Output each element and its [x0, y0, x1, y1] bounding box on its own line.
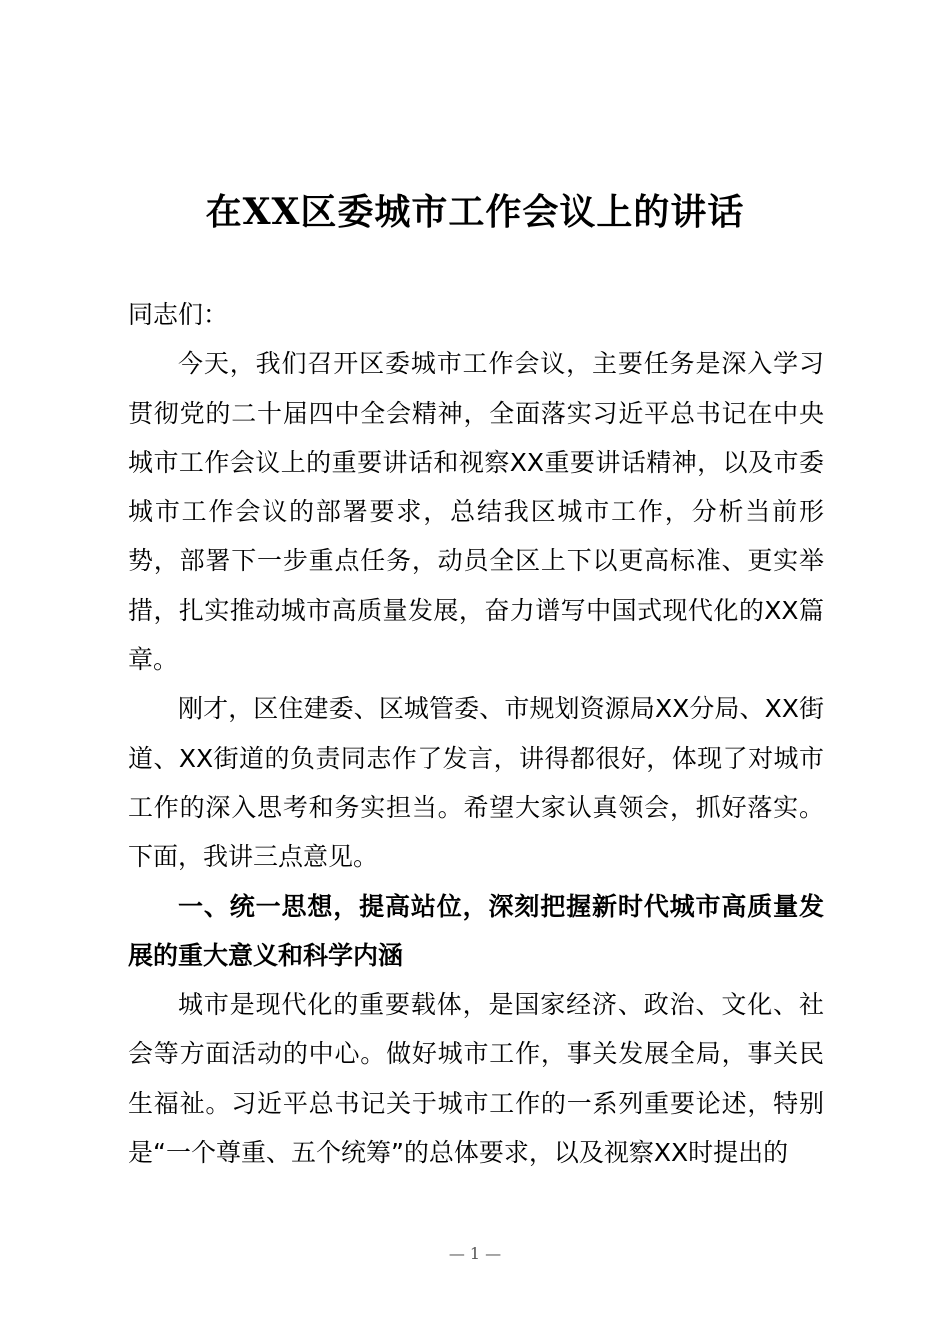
salutation: 同志们：: [128, 300, 229, 329]
paragraph-speeches: 刚才，区住建委、区城管委、市规划资源局XX分局、XX街道、XX街道的负责同志作了发言，讲得都很好，体现了对城市工作的深入思考和务实担当。希望大家认真领会，抓好落实。下面，我讲三点意见。: [128, 694, 824, 872]
paragraph-opening: 今天，我们召开区委城市工作会议，主要任务是深入学习贯彻党的二十届四中全会精神，全面落实习近平总书记在中央城市工作会议上的重要讲话和视察XX重要讲话精神，以及市委城市工作会议的部署要求，总结我区城市工作，分析当前形势，部署下一步重点任务，动员全区上下以更高标准、更实举措，扎实推动城市高质量发展，奋力谱写中国式现代化的XX篇章。: [128, 349, 824, 675]
document-title: 在XX区委城市工作会议上的讲话: [205, 191, 745, 233]
section-heading: 一、统一思想，提高站位，深刻把握新时代城市高质量发展的重大意义和科学内涵: [128, 891, 824, 970]
page-number: — 1 —: [448, 1244, 502, 1263]
document-body: [128, 290, 824, 1177]
section-paragraph: 城市是现代化的重要载体，是国家经济、政治、文化、社会等方面活动的中心。做好城市工作，事关发展全局，事关民生福祉。习近平总书记关于城市工作的一系列重要论述，特别是“一个尊重、五个统筹”的总体要求，以及视察XX时提出的: [128, 990, 824, 1168]
